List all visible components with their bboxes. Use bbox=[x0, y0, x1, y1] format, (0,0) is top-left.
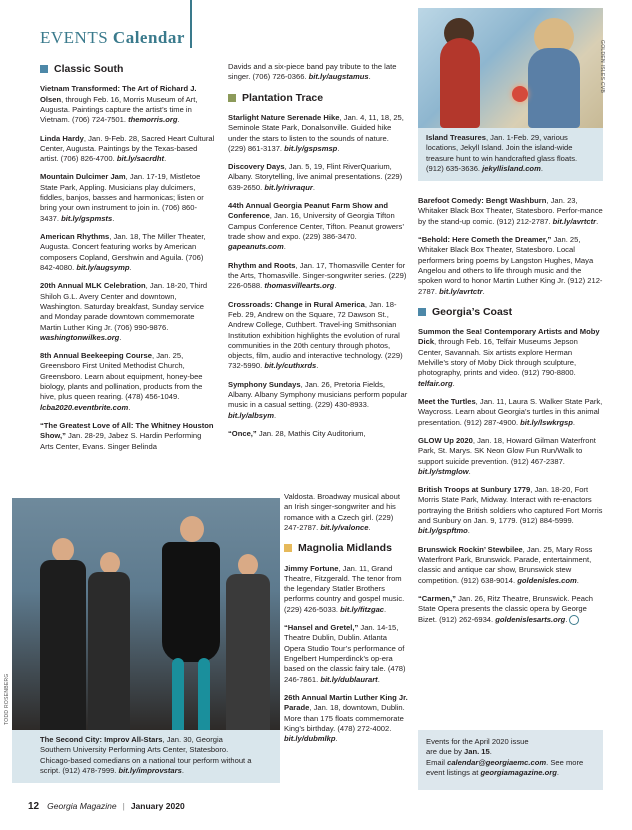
event-link[interactable]: lcba2020.eventbrite.com bbox=[40, 402, 129, 412]
event-link[interactable]: bit.ly/avrtctr bbox=[552, 216, 597, 226]
event-link[interactable]: bit.ly/dubmlkp bbox=[284, 734, 336, 744]
photo-figure bbox=[180, 516, 204, 542]
column-magnolia-midlands bbox=[284, 492, 408, 753]
email-link[interactable]: calendar@georgiaemc.com bbox=[447, 757, 547, 767]
photo-caption-island-treasures: Island Treasures, Jan. 1-Feb. 29, various locations, Jekyll Island. Join the island-wide treasure hunt to win handcrafted glass floats. (912) 635-3636. jekyllisland.com. bbox=[418, 128, 603, 181]
section-square-icon bbox=[418, 308, 426, 316]
event-item: Vietnam Transformed: The Art of Richard J. Olsen, through Feb. 16, Morris Museum of Art, Augusta. Paintings capture the artist’s time in Vietnam. (706) 724-7501. themorris.org. bbox=[40, 84, 198, 125]
section-square-icon bbox=[40, 65, 48, 73]
event-link[interactable]: washingtonwilkes.org bbox=[40, 332, 120, 342]
photo-figure bbox=[238, 554, 258, 576]
event-link[interactable]: bit.ly/albsym bbox=[228, 410, 275, 420]
event-link[interactable]: bit.ly/fitzgac bbox=[340, 604, 385, 614]
website-link[interactable]: georgiamagazine.org bbox=[480, 767, 557, 777]
event-link[interactable]: gapeanuts.com bbox=[228, 242, 284, 252]
section-head-georgias-coast: Georgia’s Coast bbox=[418, 305, 603, 322]
event-item: Symphony Sundays, Jan. 26, Pretoria Fields, Albany. Albany Symphony musicians perform popular music in a casual setting. (229) 430-8933. bit.ly/albsym. bbox=[228, 379, 408, 420]
photo-figure bbox=[40, 560, 86, 730]
footer-separator: | bbox=[122, 801, 125, 812]
section-square-icon bbox=[284, 544, 292, 552]
photo-figure bbox=[440, 38, 480, 128]
event-item: 8th Annual Beekeeping Course, Jan. 25, Greensboro First United Methodist Church, Greensboro. Learn about equipment, honey-bee biology, plants and pollination, products from the hive, plus queen rearing. (478) 456-1049. lcba2020.eventbrite.com. bbox=[40, 351, 203, 412]
web-icon bbox=[569, 615, 579, 625]
event-continuation: Davids and a six-piece band pay tribute to the late singer. (706) 726-0366. bit.ly/augstamus. bbox=[228, 62, 397, 82]
event-item: Rhythm and Roots, Jan. 17, Thomasville Center for the Arts, Thomasville. Singer-songwriter series. (229) 226-0588. thomasvillearts.org. bbox=[228, 260, 407, 291]
event-link[interactable]: bit.ly/sacrdht bbox=[116, 154, 165, 164]
event-item: “Hansel and Gretel,” Jan. 14-15, Theatre Dublin, Dublin. Atlanta Opera Studio Tour’s performance of Engelbert Humperdinck’s op-era based on the classic fairy tale. (478) 246-7861. bit.ly/dublaurart. bbox=[284, 623, 406, 684]
event-item: Jimmy Fortune, Jan. 11, Grand Theatre, Fitzgerald. The tenor from the legendary Statler Brothers performs country and gospel music. (229) 426-5033. bit.ly/fitzgac. bbox=[284, 563, 405, 614]
event-link[interactable]: bit.ly/avrtctr bbox=[439, 286, 483, 296]
event-item: Mountain Dulcimer Jam, Jan. 17-19, Mistletoe State Park, Appling. Musicians play dulcimers, fiddles, banjos, basses and harmonicas; listen or bring your own instrument to join in. (706) 860-3437. bit.ly/gspmsts. bbox=[40, 172, 204, 223]
section-head-classic-south: Classic South bbox=[40, 62, 216, 79]
event-link[interactable]: bit.ly/augsymp bbox=[76, 262, 130, 272]
event-item: “The Greatest Love of All: The Whitney Houston Show,” Jan. 28-29, Jabez S. Hardin Performing Arts Center, Evans. Singer Belinda bbox=[40, 421, 214, 451]
event-item: 26th Annual Martin Luther King Jr. Parade, Jan. 18, downtown, Dublin. More than 175 floats commemorate King’s birthday. (478) 272-4002. bit.ly/dubmlkp. bbox=[284, 692, 408, 744]
page-number: 12 bbox=[28, 801, 40, 812]
event-item: Summon the Sea! Contemporary Artists and Moby Dick, through Feb. 16, Telfair Museums Jepson Center, Savannah. Six artists explore Herman Melville’s story of Moby Dick through sculpture, photography, prints and video. (912) 790-8800. telfair.org. bbox=[418, 327, 600, 388]
photo-figure bbox=[88, 572, 130, 730]
event-item: Linda Hardy, Jan. 9-Feb. 28, Sacred Heart Cultural Center, Augusta. Paintings by the Texas-based artist. (706) 826-4700. bit.ly/sacrdht. bbox=[40, 133, 215, 164]
photo-figure bbox=[198, 658, 210, 730]
section-head-magnolia-midlands: Magnolia Midlands bbox=[284, 541, 408, 558]
event-link[interactable]: themorris.org bbox=[128, 115, 178, 125]
photo-figure bbox=[100, 552, 120, 574]
event-link[interactable]: bit.ly/stmglow bbox=[418, 466, 469, 476]
photo-figure bbox=[172, 658, 184, 730]
deadline-line: Events for the April 2020 issue bbox=[426, 737, 529, 746]
submission-deadline-box bbox=[418, 730, 603, 790]
event-item: Meet the Turtles, Jan. 11, Laura S. Walker State Park, Waycross. Learn about Georgia’s turtles in this animal presentation. (912) 287-4900. bit.ly/lswkrgsp. bbox=[418, 396, 603, 427]
event-link[interactable]: bit.ly/gspmsts bbox=[61, 213, 113, 223]
event-item: “Carmen,” Jan. 26, Ritz Theatre, Brunswick. Peach State Opera presents the classic opera by George Bizet. (912) 262-6934. goldenislesarts.org. bbox=[418, 593, 594, 624]
section-head-plantation-trace: Plantation Trace bbox=[228, 91, 408, 108]
photo-credit: TODD ROSENBERG bbox=[4, 673, 10, 725]
photo-figure bbox=[162, 542, 220, 662]
photo-caption-second-city: The Second City: Improv All-Stars, Jan. 30, Georgia Southern University Performing Arts Center, Statesboro. Chicago-based comedians on a national tour perform without a script. (912) 478-7999. bit.ly/improvstars. bbox=[12, 730, 280, 783]
event-link[interactable]: bit.ly/lswkrgsp bbox=[520, 417, 573, 427]
page-title: EVENTS Calendar bbox=[40, 28, 185, 47]
deadline-line: are due by Jan. 15. bbox=[426, 747, 492, 757]
event-item: “Behold: Here Cometh the Dreamer,” Jan. 25, Whitaker Black Box Theater, Statesboro. Local performers bring poems by Langston Hughes, Maya Angelou and others to life through music and the spoken word to honor Martin Luther King Jr. (912) 212-2787. bit.ly/avrtctr. bbox=[418, 234, 603, 296]
header-rule bbox=[190, 0, 192, 48]
event-link[interactable]: telfair.org bbox=[418, 378, 453, 388]
event-item: Discovery Days, Jan. 5, 19, Flint RiverQuarium, Albany. Storytelling, live animal presentations. (229) 639-2650. bit.ly/rivraqur. bbox=[228, 162, 403, 192]
event-item: Brunswick Rockin’ Stewbilee, Jan. 25, Mary Ross Waterfront Park, Brunswick. Parade, entertainment, classic and antique car show, Brunswick stew competition. (912) 638-9014. goldenisles.com. bbox=[418, 544, 593, 585]
event-item: Starlight Nature Serenade Hike, Jan. 4, 11, 18, 25, Seminole State Park, Donalsonville. Guided hike under the stars to listen to the sounds of nature. (229) 861-3137. bit.ly/gspsmsp. bbox=[228, 112, 404, 153]
event-item: 44th Annual Georgia Peanut Farm Show and Conference, Jan. 16, University of Georgia Tifton Campus Conference Center, Tifton. Peanut growers’ trade show and expo. (229) 386-3470. gapeanuts.com. bbox=[228, 201, 404, 252]
event-link[interactable]: goldenislesarts.org bbox=[495, 614, 566, 624]
event-item: 20th Annual MLK Celebration, Jan. 18-20, Third Shiloh G.L. Avery Center and downtown, Washington. Saturday breakfast, Sunday service and Monday parade downtown commemorate Martin Luther King Jr. (706) 990-9876. washingtonwilkes.org. bbox=[40, 281, 208, 342]
event-item: Barefoot Comedy: Bengt Washburn, Jan. 23, Whitaker Black Box Theater, Statesboro. Perfor-mance by the stand-up comic. (912) 212-2787. bit.ly/avrtctr. bbox=[418, 196, 603, 226]
photo-island-treasures bbox=[418, 8, 603, 128]
photo-figure bbox=[52, 538, 74, 562]
event-link[interactable]: bit.ly/rivraqur bbox=[264, 182, 313, 192]
event-continuation: Valdosta. Broadway musical about an Irish singer-songwriter and his romance with a Czech girl. (229) 247-2787. bit.ly/valonce. bbox=[284, 492, 400, 532]
page-footer bbox=[28, 800, 185, 814]
event-link[interactable]: goldenisles.com bbox=[517, 575, 577, 585]
event-link[interactable]: bit.ly/dublaurart bbox=[320, 674, 378, 684]
deadline-line: Email calendar@georgiaemc.com. See more bbox=[426, 757, 584, 767]
event-link[interactable]: bit.ly/gspftmo bbox=[418, 526, 468, 536]
photo-credit: GOLDEN ISLES CVB bbox=[599, 40, 605, 94]
event-link[interactable]: bit.ly/cuthxrds bbox=[264, 361, 317, 371]
event-link[interactable]: thomasvillearts.org bbox=[264, 281, 335, 291]
event-link[interactable]: bit.ly/gspsmsp bbox=[284, 143, 338, 153]
event-item: Crossroads: Change in Rural America, Jan. 18-Feb. 29, Andrew on the Square, 72 Dawson St., Andrew College, Cuthbert. Travel-ing Smithsonian Institution exhibition highlights the evolution of rural communities in the 20th century through photos, objects, film, audio and interactive technology. (229) 732-5990. bit.ly/cuthxrds. bbox=[228, 299, 403, 371]
column-classic-south bbox=[40, 62, 216, 460]
column-plantation-trace bbox=[228, 62, 408, 447]
photo-second-city bbox=[12, 498, 280, 730]
column-georgias-coast bbox=[418, 196, 603, 633]
event-item: “Once,” Jan. 28, Mathis City Auditorium, bbox=[228, 429, 366, 439]
photo-glass-float bbox=[512, 86, 528, 102]
photo-figure bbox=[226, 574, 270, 730]
event-item: GLOW Up 2020, Jan. 18, Howard Gilman Waterfront Park, St. Marys. SK Neon Glow Fun Run/Walk to support suicide prevention. (912) 467-2387. bit.ly/stmglow. bbox=[418, 435, 596, 476]
event-item: British Troops at Sunbury 1779, Jan. 18-20, Fort Morris State Park, Midway. Interact with re-enactors portraying the British soldiers who captured Fort Morris and Sunbury on Jan. 9, 1779. (912) 884-5999. bit.ly/gspftmo. bbox=[418, 485, 603, 536]
section-square-icon bbox=[228, 94, 236, 102]
photo-figure bbox=[528, 48, 580, 128]
event-item: American Rhythms, Jan. 18, The Miller Theater, Augusta. Concert featuring works by American composers Copland, Gershwin and Aguila. (706) 842-4080. bit.ly/augsymp. bbox=[40, 232, 206, 272]
issue-date: January 2020 bbox=[130, 801, 185, 812]
deadline-line: event listings at georgiamagazine.org. bbox=[426, 767, 559, 777]
magazine-name: Georgia Magazine bbox=[47, 801, 117, 812]
